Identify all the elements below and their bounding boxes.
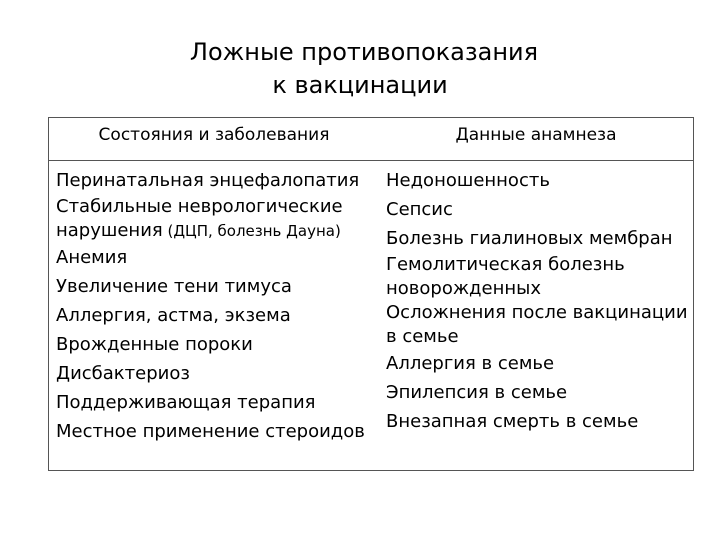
list-item: Аллергия, астма, экзема [56, 305, 291, 326]
list-item-line: Гемолитическая болезнь [386, 254, 625, 275]
table-header-row [49, 118, 693, 161]
list-item: Поддерживающая терапия [56, 392, 316, 413]
list-item-line: Стабильные неврологические [56, 196, 343, 217]
list-item-line: новорожденных [386, 278, 541, 299]
page-title [0, 36, 720, 102]
header-anamnesis: Данные анамнеза [455, 125, 617, 145]
list-item: Внезапная смерть в семье [386, 411, 639, 432]
list-item [386, 301, 691, 349]
contraindications-table [48, 117, 694, 471]
title-line-2: к вакцинации [272, 71, 448, 99]
list-item-line: в семье [386, 326, 459, 347]
list-item: Эпилепсия в семье [386, 382, 568, 403]
list-item: Болезнь гиалиновых мембран [386, 228, 673, 249]
list-item-note: (ДЦП, болезнь Дауна) [162, 222, 341, 240]
list-item: Дисбактериоз [56, 363, 190, 384]
list-item: Недоношенность [386, 170, 550, 191]
list-item-line [56, 219, 382, 243]
conditions-column [56, 166, 382, 446]
list-item: Местное применение стероидов [56, 421, 365, 442]
list-item: Увеличение тени тимуса [56, 276, 292, 297]
header-conditions: Состояния и заболевания [98, 125, 330, 145]
list-item: Сепсис [386, 199, 453, 220]
list-item-text: нарушения [56, 220, 163, 241]
list-item: Анемия [56, 247, 128, 268]
list-item: Аллергия в семье [386, 353, 555, 374]
list-item [56, 195, 382, 243]
anamnesis-column [386, 166, 691, 436]
list-item [386, 253, 691, 301]
list-item: Врожденные пороки [56, 334, 253, 355]
list-item: Перинатальная энцефалопатия [56, 170, 360, 191]
list-item-line: Осложнения после вакцинации [386, 302, 688, 323]
title-line-1: Ложные противопоказания [189, 38, 539, 66]
